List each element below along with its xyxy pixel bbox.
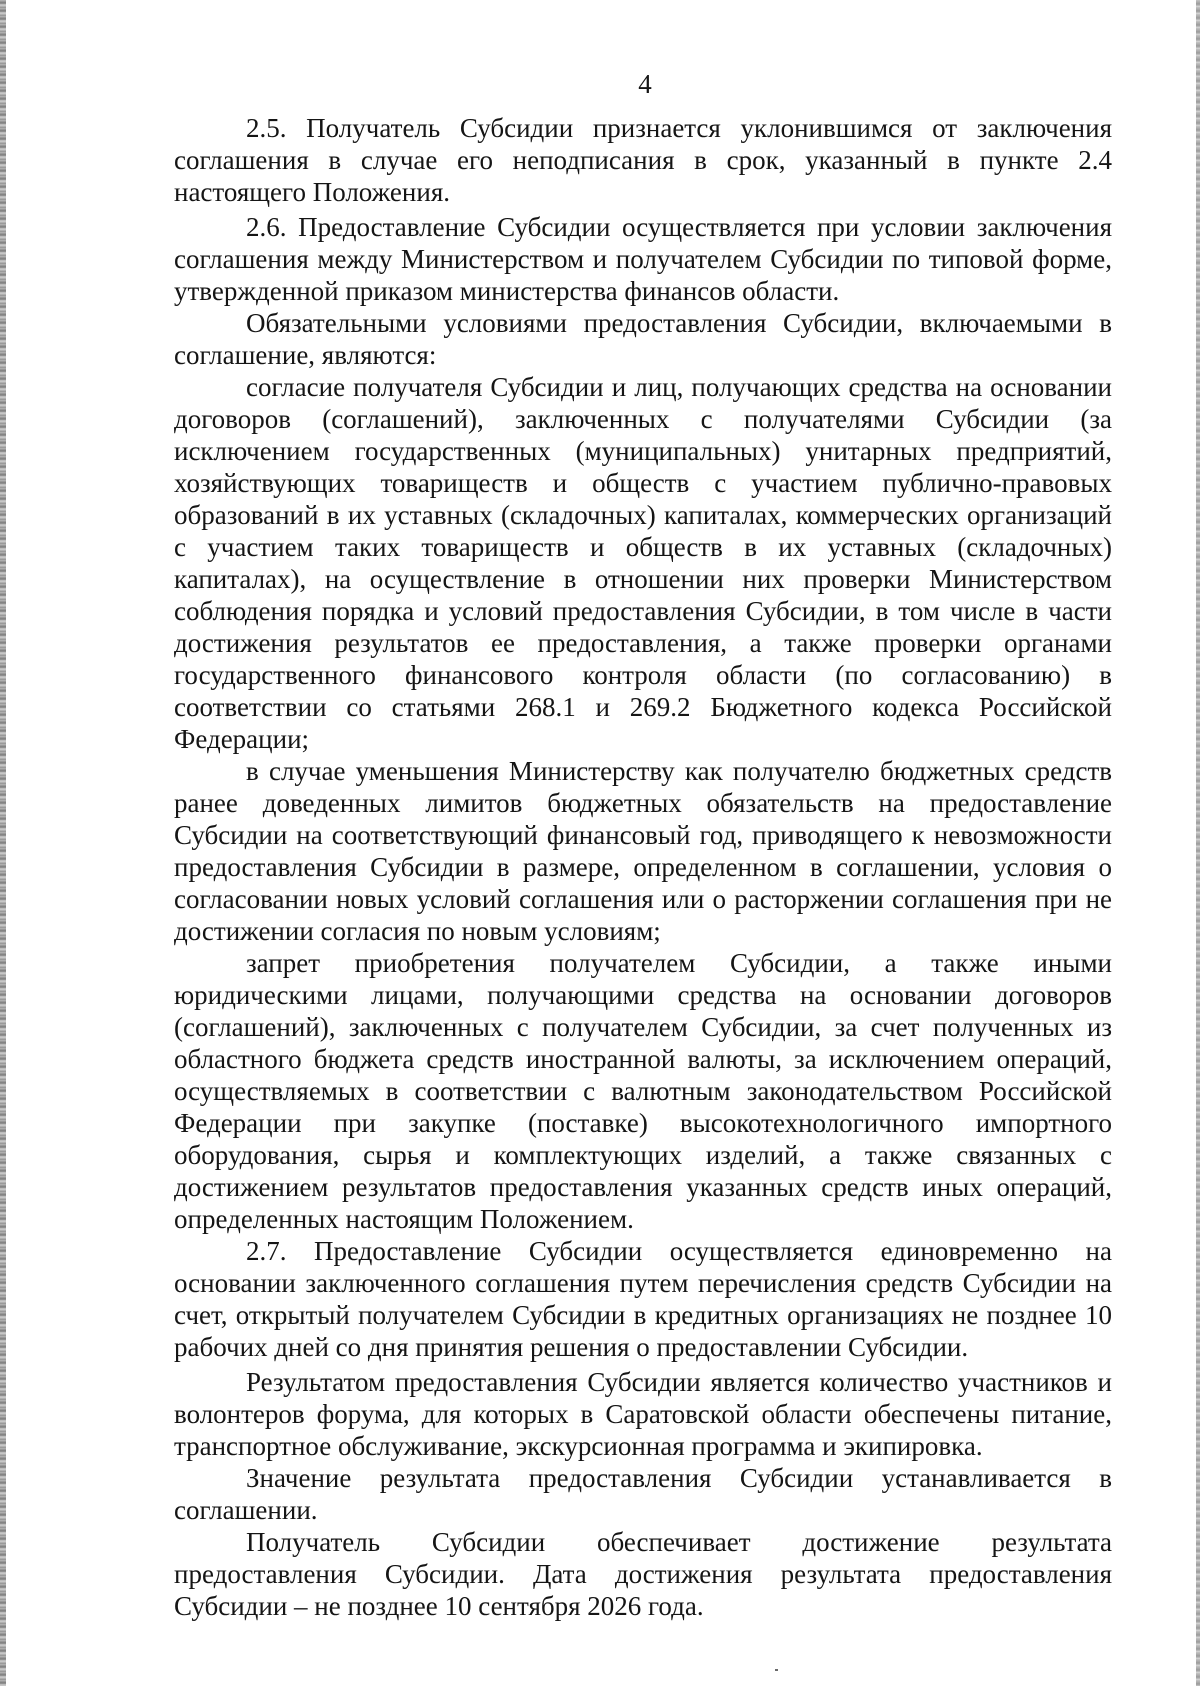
- page-number: 4: [638, 69, 652, 99]
- paragraph-result: Результатом предоставления Субсидии является количество участников и волонтеров форума, для которых в Саратовской области обеспечены питание, транспортное обслуживание, экскурсионная программа и экипировка.: [174, 1367, 1112, 1461]
- paragraph-result-value: Значение результата предоставления Субсидии устанавливается в соглашении.: [174, 1463, 1112, 1525]
- scan-edge-right: [1196, 0, 1200, 1686]
- paragraph-2-6: 2.6. Предоставление Субсидии осуществляется при условии заключения соглашения между Министерством и получателем Субсидии по типовой форме, утвержденной приказом министерства финансов области.: [174, 212, 1112, 306]
- scan-edge-left: [0, 0, 6, 1686]
- paragraph-mandatory-conditions: Обязательными условиями предоставления Субсидии, включаемыми в соглашение, являются:: [174, 308, 1112, 370]
- paragraph-consent: согласие получателя Субсидии и лиц, получающих средства на основании договоров (соглашений), заключенных с получателями Субсидии (за исключением государственных (муниципальных) унитарных предприятий, хозяйствующих товариществ и обществ с участием публично-правовых образований в их уставных (складочных) капиталах, коммерческих организаций с участием таких товариществ и обществ в их уставных (складочных) капиталах), на осуществление в отношении них проверки Министерством соблюдения порядка и условий предоставления Субсидии, в том числе в части достижения результатов ее предоставления, а также проверки органами государственного финансового контроля области (по согласованию) в соответствии со статьями 268.1 и 269.2 Бюджетного кодекса Российской Федерации;: [174, 372, 1112, 754]
- scan-speck: [775, 1669, 778, 1671]
- paragraph-2-7: 2.7. Предоставление Субсидии осуществляется единовременно на основании заключенного соглашения путем перечисления средств Субсидии на счет, открытый получателем Субсидии в кредитных организациях не позднее 10 рабочих дней со дня принятия решения о предоставлении Субсидии.: [174, 1236, 1112, 1362]
- document-body: [174, 112, 1112, 1622]
- paragraph-limits-reduction: в случае уменьшения Министерству как получателю бюджетных средств ранее доведенных лимитов бюджетных обязательств на предоставление Субсидии на соответствующий финансовый год, приводящего к невозможности предоставления Субсидии в размере, определенном в соглашении, условия о согласовании новых условий соглашения или о расторжении соглашения при не достижении согласия по новым условиям;: [174, 756, 1112, 946]
- paragraph-result-date: Получатель Субсидии обеспечивает достижение результата предоставления Субсидии. Дата достижения результата предоставления Субсидии – не позднее 10 сентября 2026 года.: [174, 1527, 1112, 1621]
- paragraph-currency-ban: запрет приобретения получателем Субсидии, а также иными юридическими лицами, получающими средства на основании договоров (соглашений), заключенных с получателем Субсидии, за счет полученных из областного бюджета средств иностранной валюты, за исключением операций, осуществляемых в соответствии с валютным законодательством Российской Федерации при закупке (поставке) высокотехнологичного импортного оборудования, сырья и комплектующих изделий, а также связанных с достижением результатов предоставления указанных средств иных операций, определенных настоящим Положением.: [174, 948, 1112, 1234]
- paragraph-2-5: 2.5. Получатель Субсидии признается уклонившимся от заключения соглашения в случае его неподписания в срок, указанный в пункте 2.4 настоящего Положения.: [174, 113, 1112, 207]
